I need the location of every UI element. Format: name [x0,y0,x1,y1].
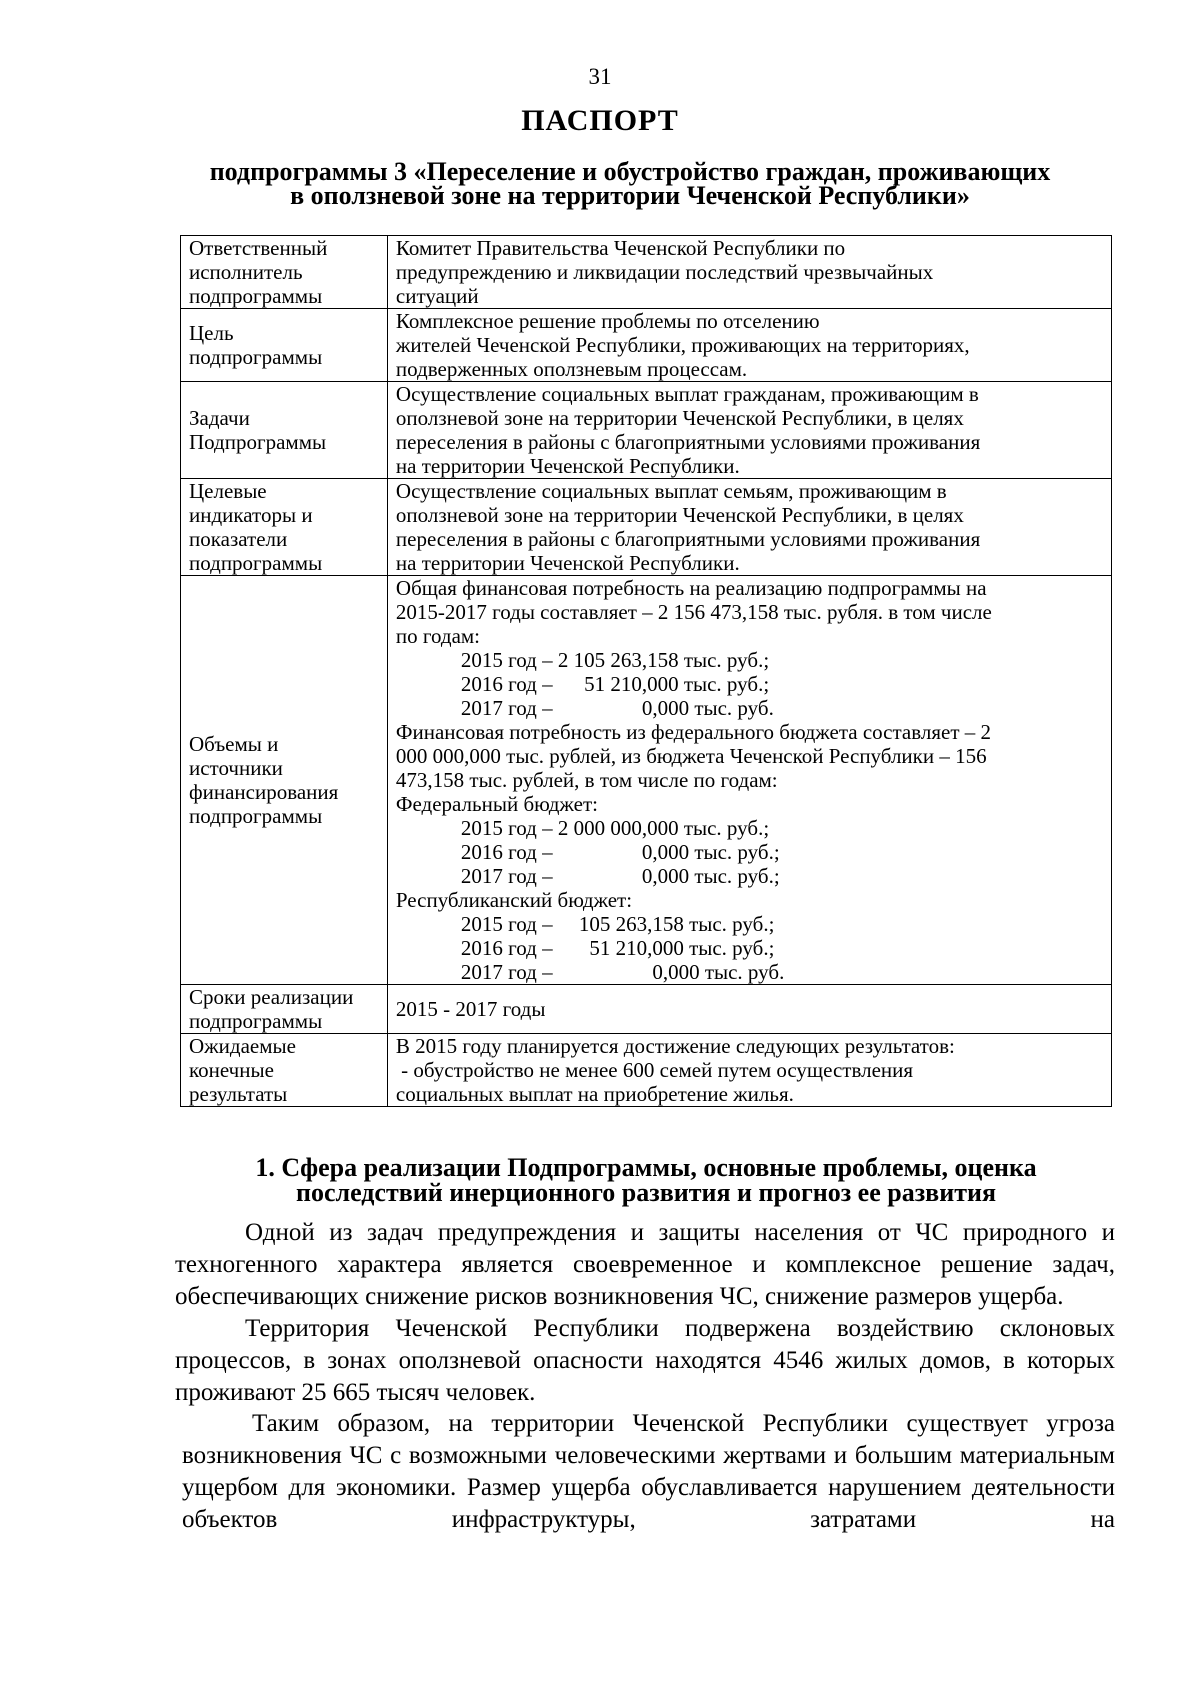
label-line: подпрограммы [189,284,323,308]
value-line: на территории Чеченской Республики. [395,454,740,478]
page-number: 31 [588,64,612,89]
paragraph [175,1217,1115,1313]
label-line: Ответственный [189,236,328,260]
label-line: исполнитель [189,260,303,284]
row-value [387,309,1111,382]
label-line: результаты [189,1082,288,1106]
label-line: Задачи [189,406,250,430]
regional-budget-label: Республиканский бюджет: [395,888,633,912]
row-label [181,985,388,1034]
label-line: подпрограммы [189,551,323,575]
row-label [181,309,388,382]
total-year-line: 2017 год – 0,000 тыс. руб. [460,696,774,720]
row-value [387,1034,1111,1107]
label-line: индикаторы и [189,503,313,527]
value-line: Осуществление социальных выплат гражданам, проживающим в [395,382,979,406]
label-line: Подпрограммы [189,430,327,454]
label-line: источники [189,756,283,780]
table-row-results [181,1034,1112,1107]
regional-year-line: 2015 год – 105 263,158 тыс. руб.; [460,912,775,936]
value-line: по годам: [395,624,481,648]
row-value [387,479,1111,576]
subtitle-line: в оползневой зоне на территории Чеченской Республики» [290,181,970,210]
label-line: подпрограммы [189,1009,323,1033]
row-value [387,576,1111,985]
value-line: Комитет Правительства Чеченской Республики по [395,236,846,260]
row-label [181,382,388,479]
value-line: подверженных оползневым процессам. [395,357,748,381]
row-label [181,479,388,576]
section-heading-line: последствий инерционного развития и прогноз ее развития [295,1178,997,1207]
paragraph [175,1313,1115,1409]
value-line: 473,158 тыс. рублей, в том числе по годам: [395,768,778,792]
label-line: Сроки реализации [189,985,354,1009]
label-line: финансирования [189,780,339,804]
value-line: Финансовая потребность из федерального бюджета составляет – 2 [395,720,992,744]
section-heading-line: 1. Сфера реализации Подпрограммы, основные проблемы, оценка [255,1153,1037,1182]
label-line: подпрограммы [189,804,323,828]
row-label [181,576,388,985]
label-line: Цель [189,321,234,345]
value-line: 2015-2017 годы составляет – 2 156 473,158 тыс. рубля. в том числе [395,600,992,624]
row-value [387,985,1111,1034]
value-line: ситуаций [395,284,479,308]
value-line: В 2015 году планируется достижение следующих результатов: [395,1034,955,1058]
total-year-line: 2015 год – 2 105 263,158 тыс. руб.; [460,648,770,672]
row-label [181,1034,388,1107]
total-year-line: 2016 год – 51 210,000 тыс. руб.; [460,672,770,696]
table-row-executor [181,236,1112,309]
row-value [387,236,1111,309]
federal-year-line: 2017 год – 0,000 тыс. руб.; [460,864,780,888]
regional-year-line: 2017 год – 0,000 тыс. руб. [460,960,785,984]
paragraph [182,1408,1115,1536]
paragraph-text: Территория Чеченской Республики подвержена воздействию склоновых процессов, в зонах оползневой опасности находятся 4546 жилых домов, в которых проживают 25 665 тысяч человек. [175,1315,1115,1406]
value-line: предупреждению и ликвидации последствий чрезвычайных [395,260,934,284]
value-line: 000 000,000 тыс. рублей, из бюджета Чеченской Республики – 156 [395,744,987,768]
label-line: Целевые [189,479,267,503]
federal-budget-label: Федеральный бюджет: [395,792,599,816]
table-row-tasks [181,382,1112,479]
table-row-indicators [181,479,1112,576]
paragraph-text: Одной из задач предупреждения и защиты населения от ЧС природного и техногенного характера является своевременное и комплексное решение задач, обеспечивающих снижение рисков возникновения ЧС, снижение размеров ущерба. [175,1219,1115,1310]
value-line: Общая финансовая потребность на реализацию подпрограммы на [395,576,987,600]
table-row-goal [181,309,1112,382]
value-line: оползневой зоне на территории Чеченской Республики, в целях [395,406,964,430]
label-line: Ожидаемые [189,1034,296,1058]
label-line: показатели [189,527,288,551]
value-line: 2015 - 2017 годы [395,997,546,1021]
page-title: ПАСПОРТ [521,104,679,137]
value-line: социальных выплат на приобретение жилья. [395,1082,794,1106]
value-line: оползневой зоне на территории Чеченской Республики, в целях [395,503,964,527]
table-row-financing [181,576,1112,985]
value-line: жителей Чеченской Республики, проживающих на территориях, [395,333,970,357]
federal-year-line: 2016 год – 0,000 тыс. руб.; [460,840,780,864]
label-line: подпрограммы [189,345,323,369]
subtitle-line: подпрограммы 3 «Переселение и обустройство граждан, проживающих [209,157,1051,186]
value-line: на территории Чеченской Республики. [395,551,740,575]
value-line: - обустройство не менее 600 семей путем осуществления [395,1058,914,1082]
passport-table [180,235,1112,1107]
federal-year-line: 2015 год – 2 000 000,000 тыс. руб.; [460,816,770,840]
paragraph-text: Таким образом, на территории Чеченской Республики существует угроза возникновения ЧС с возможными человеческими жертвами и большим материальным ущербом для экономики. Размер ущерба обуславливается нарушением деятельности объектов инфраструктуры, затратами на [182,1410,1115,1533]
subtitle [180,157,1080,210]
value-line: Комплексное решение проблемы по отселению [395,309,820,333]
label-line: Объемы и [189,732,279,756]
section-heading [180,1155,1112,1205]
label-line: конечные [189,1058,274,1082]
value-line: переселения в районы с благоприятными условиями проживания [395,430,981,454]
row-value [387,382,1111,479]
value-line: переселения в районы с благоприятными условиями проживания [395,527,981,551]
row-label [181,236,388,309]
regional-year-line: 2016 год – 51 210,000 тыс. руб.; [460,936,775,960]
value-line: Осуществление социальных выплат семьям, проживающим в [395,479,947,503]
table-row-timeline [181,985,1112,1034]
